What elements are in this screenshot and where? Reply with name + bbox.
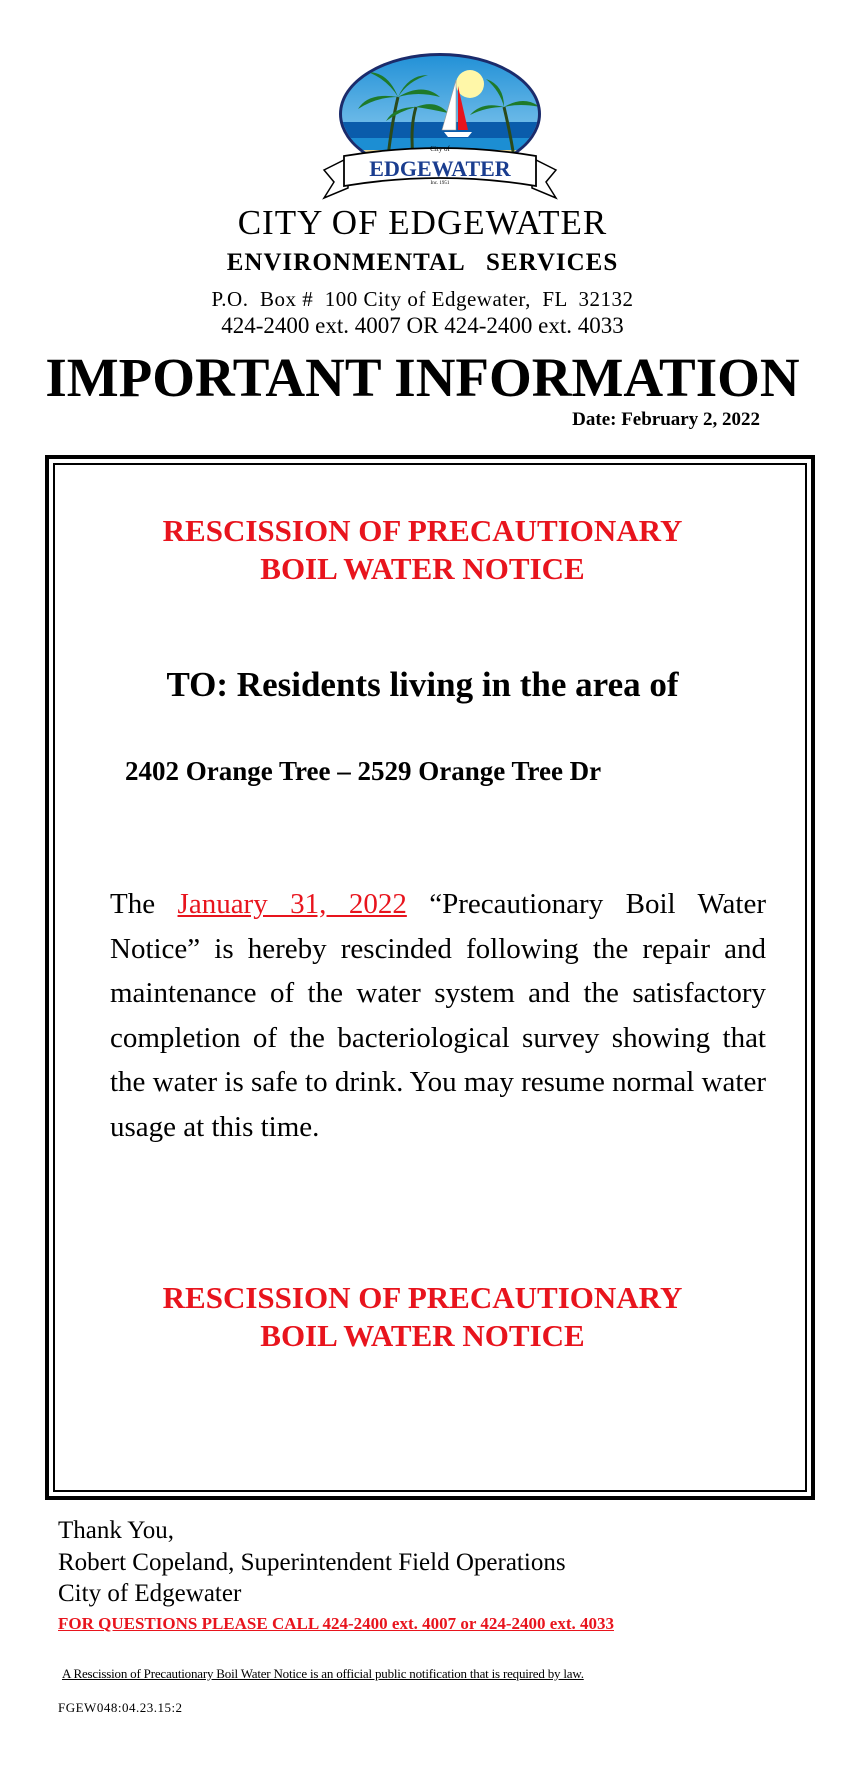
notice-footer-heading-line1: RESCISSION OF PRECAUTIONARY — [162, 1280, 683, 1315]
notice-date: Date: February 2, 2022 — [572, 409, 760, 430]
logo-inc: Inc. 1951 — [430, 181, 450, 186]
original-notice-date-link[interactable]: January 31, 2022 — [177, 888, 407, 920]
phone-numbers: 424-2400 ext. 4007 OR 424-2400 ext. 4033 — [221, 313, 624, 338]
notice-footer-heading — [0, 1279, 845, 1355]
notice-footer-heading-line2: BOIL WATER NOTICE — [260, 1318, 585, 1353]
notice-heading-line1: RESCISSION OF PRECAUTIONARY — [162, 513, 683, 548]
body-text: “Precautionary Boil Water Notice” is hereby rescinded following the repair and maintenance of the water system and the satisfactory completion of the bacteriological survey showing that the water is safe to drink. You may resume normal water usage at this time. — [110, 888, 767, 1143]
notice-heading — [0, 512, 845, 588]
page-headline: IMPORTANT INFORMATION — [45, 347, 800, 408]
city-title: CITY OF EDGEWATER — [237, 203, 608, 242]
signature-org: City of Edgewater — [58, 1580, 242, 1607]
logo-small-text: City of — [430, 145, 450, 153]
legal-note: A Rescission of Precautionary Boil Water Notice is an official public notification that is required by law. — [62, 1666, 584, 1681]
body-prefix: The — [110, 888, 178, 920]
department-name: ENVIRONMENTAL SERVICES — [226, 249, 619, 276]
signature-name-title: Robert Copeland, Superintendent Field Operations — [58, 1548, 566, 1576]
po-box-address: P.O. Box # 100 City of Edgewater, FL 32132 — [211, 287, 634, 311]
recipients-line: TO: Residents living in the area of — [166, 665, 679, 704]
affected-address-range: 2402 Orange Tree – 2529 Orange Tree Dr — [125, 756, 602, 786]
questions-contact: FOR QUESTIONS PLEASE CALL 424-2400 ext. 4007 or 424-2400 ext. 4033 — [58, 1614, 614, 1633]
city-logo — [318, 52, 562, 202]
signature-block — [58, 1515, 566, 1610]
logo-name: EDGEWATER — [369, 156, 511, 181]
notice-body — [110, 882, 766, 1149]
signature-thanks: Thank You, — [58, 1517, 174, 1544]
notice-heading-line2: BOIL WATER NOTICE — [260, 551, 585, 586]
form-code: FGEW048:04.23.15:2 — [58, 1700, 183, 1715]
